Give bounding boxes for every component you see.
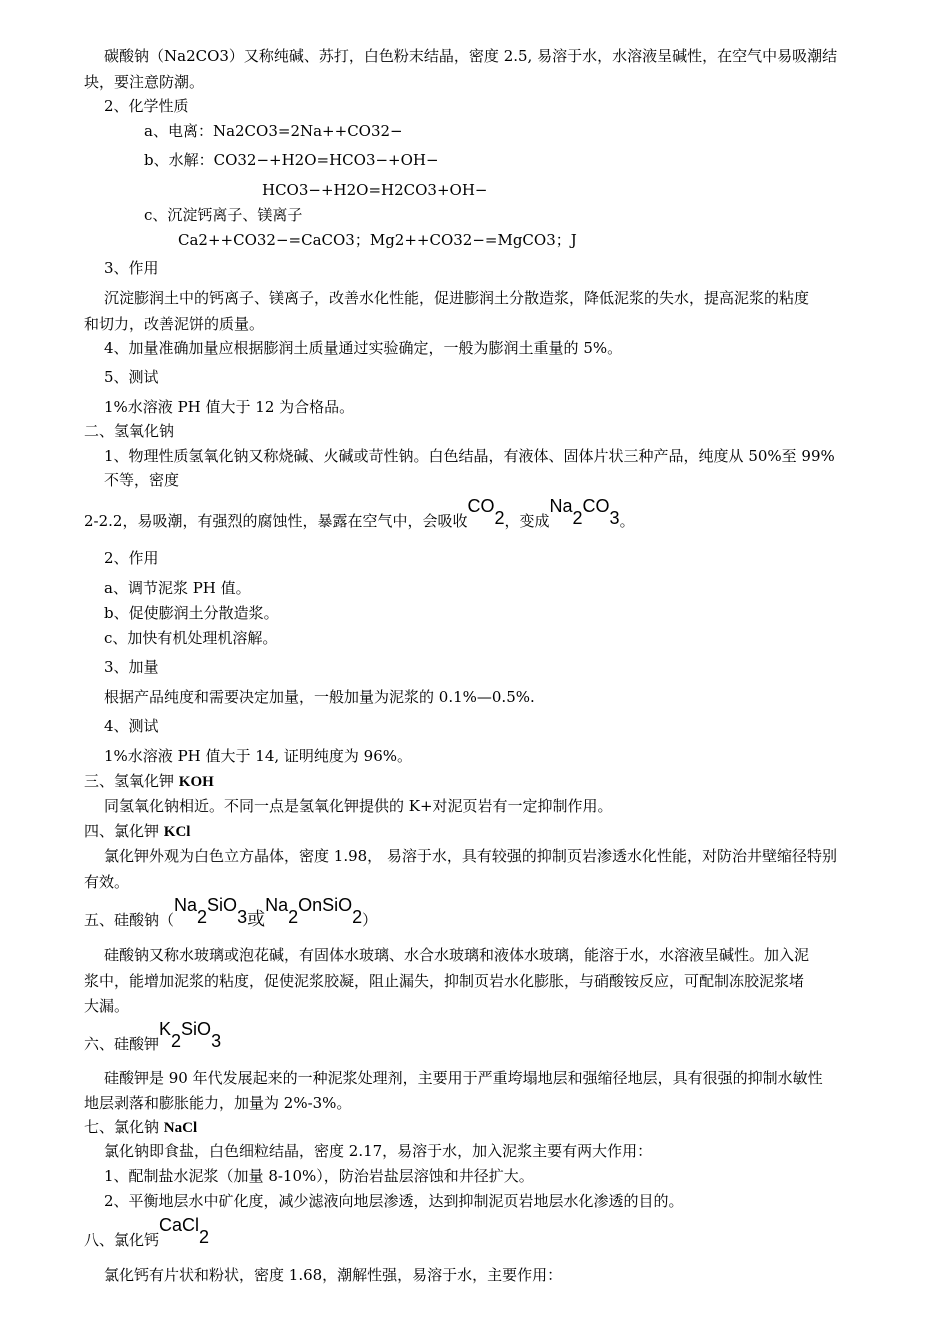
paragraph-line: 有效。 (84, 873, 130, 891)
formula-subscript: 3 (609, 508, 620, 528)
formula-text: SiO (207, 895, 238, 915)
chemical-symbol: KOH (178, 774, 214, 790)
na2sio3-formula (174, 895, 248, 927)
paragraph-line: 氯化钠即食盐，白色细粒结晶，密度 2.17，易溶于水，加入泥浆主要有两大作用： (104, 1142, 653, 1160)
list-item: 1、配制盐水泥浆（加量 8-10%），防治岩盐层溶蚀和井径扩大。 (104, 1167, 534, 1185)
chapter-heading (84, 1019, 222, 1054)
formula-text: CaCl (159, 1215, 200, 1235)
text-span: ，变成 (504, 512, 550, 530)
equation-line: HCO3−+H2O=H2CO3+OH− (262, 181, 488, 199)
heading-text: 四、氯化钾 (84, 822, 164, 840)
heading-text: 五、硅酸钠（ (84, 911, 175, 929)
paragraph-line: 1%水溶液 PH 值大于 14, 证明纯度为 96%。 (104, 747, 413, 765)
chapter-heading (84, 1117, 197, 1138)
heading-text: 六、硅酸钾 (84, 1035, 160, 1053)
paragraph-line: 大漏。 (84, 997, 130, 1015)
formula-subscript: 3 (211, 1031, 222, 1051)
list-item: 2、平衡地层水中矿化度，减少滤液向地层渗透，达到抑制泥页岩地层水化渗透的目的。 (104, 1192, 684, 1210)
formula-text: Na (174, 895, 198, 915)
formula-subscript: 2 (197, 907, 208, 927)
paragraph-line: 1、物理性质氢氧化钠又称烧碱、火碱或苛性钠。白色结晶，有液体、固体片状三种产品，纯度从 50%至 99% (104, 447, 835, 465)
formula-subscript: 3 (237, 907, 248, 927)
formula-subscript: 2 (572, 508, 583, 528)
na2co3-formula (549, 496, 620, 528)
list-item: a、电离：Na2CO3=2Na++CO32− (144, 122, 403, 140)
chapter-heading (84, 1215, 210, 1250)
chapter-heading: 二、氢氧化钠 (84, 422, 175, 440)
paragraph-line: 地层剥落和膨胀能力，加量为 2%-3%。 (84, 1094, 352, 1112)
section-heading: 2、化学性质 (104, 97, 189, 115)
formula-text: CO (467, 496, 495, 516)
paragraph-line: 氯化钙有片状和粉状，密度 1.68，潮解性强，易溶于水，主要作用： (104, 1266, 563, 1284)
paragraph-line: 氯化钾外观为白色立方晶体，密度 1.98， 易溶于水，具有较强的抑制页岩渗透水化性能，对防治井壁缩径特别 (104, 847, 837, 865)
formula-text: Na (265, 895, 289, 915)
paragraph-line: 同氢氧化钠相近。不同一点是氢氧化钾提供的 K+对泥页岩有一定抑制作用。 (104, 797, 613, 815)
list-item: c、加快有机处理机溶解。 (104, 629, 278, 647)
paragraph-line: 沉淀膨润土中的钙离子、镁离子，改善水化性能，促进膨润土分散造浆，降低泥浆的失水，提高泥浆的粘度 (104, 289, 810, 307)
formula-subscript: 2 (171, 1031, 182, 1051)
formula-text: K (159, 1019, 172, 1039)
text-span: 。 (619, 512, 635, 530)
section-heading: 3、作用 (104, 259, 159, 277)
co2-formula (467, 496, 505, 528)
formula-text: CO (582, 496, 610, 516)
list-item: b、水解：CO32−+H2O=HCO3−+OH− (144, 151, 439, 169)
section-heading: 5、测试 (104, 368, 159, 386)
formula-subscript: 2 (199, 1227, 210, 1247)
formula-text: OnSiO (298, 895, 353, 915)
formula-subscript: 2 (288, 907, 299, 927)
k2sio3-formula (159, 1019, 222, 1051)
paragraph-line: 和切力，改善泥饼的质量。 (84, 315, 265, 333)
chapter-heading (84, 771, 214, 792)
chemical-symbol: KCl (163, 824, 191, 840)
paragraph-line (84, 496, 635, 531)
heading-text: 或 (247, 909, 266, 930)
paragraph-line: 块，要注意防潮。 (84, 73, 205, 91)
chapter-heading (84, 895, 378, 930)
cacl2-formula (159, 1215, 210, 1247)
heading-text: 七、氯化钠 (84, 1118, 164, 1136)
paragraph-line: 根据产品纯度和需要决定加量，一般加量为泥浆的 0.1%—0.5%. (104, 688, 535, 706)
formula-text: SiO (181, 1019, 212, 1039)
list-item: a、调节泥浆 PH 值。 (104, 579, 251, 597)
chemical-symbol: NaCl (163, 1120, 198, 1136)
paragraph-line: 硅酸钾是 90 年代发展起来的一种泥浆处理剂，主要用于严重垮塌地层和强缩径地层，具有很强的抑制水敏性 (104, 1069, 823, 1087)
paragraph-line: 浆中，能增加泥浆的粘度，促使泥浆胶凝，阻止漏失，抑制页岩水化膨胀，与硝酸铵反应，可配制冻胶泥浆堵 (84, 972, 805, 990)
paragraph-line: 4、加量准确加量应根据膨润土质量通过实验确定，一般为膨润土重量的 5%。 (104, 339, 623, 357)
paragraph-line: 不等，密度 (104, 471, 180, 489)
heading-text: 八、氯化钙 (84, 1231, 160, 1249)
chapter-heading (84, 821, 190, 842)
equation-line: Ca2++CO32−=CaCO3；Mg2++CO32−=MgCO3；J (178, 231, 577, 249)
section-heading: 2、作用 (104, 549, 159, 567)
heading-text: 三、氢氧化钾 (84, 772, 179, 790)
paragraph-line: 碳酸钠（Na2CO3）又称纯碱、苏打，白色粉末结晶，密度 2.5, 易溶于水，水溶液呈碱性，在空气中易吸潮结 (104, 47, 838, 65)
paragraph-line: 硅酸钠又称水玻璃或泡花碱，有固体水玻璃、水合水玻璃和液体水玻璃，能溶于水，水溶液呈碱性。加入泥 (104, 946, 810, 964)
text-span: 2-2.2，易吸潮，有强烈的腐蚀性，暴露在空气中，会吸收 (84, 512, 468, 530)
list-item: b、促使膨润土分散造浆。 (104, 604, 279, 622)
paragraph-line: 1%水溶液 PH 值大于 12 为合格品。 (104, 398, 355, 416)
list-item: c、沉淀钙离子、镁离子 (144, 206, 303, 224)
formula-subscript: 2 (494, 508, 505, 528)
formula-text: Na (549, 496, 573, 516)
formula-subscript: 2 (352, 907, 363, 927)
section-heading: 4、测试 (104, 717, 159, 735)
section-heading: 3、加量 (104, 658, 159, 676)
heading-text: ） (362, 911, 378, 929)
na2onsio2-formula (265, 895, 363, 927)
